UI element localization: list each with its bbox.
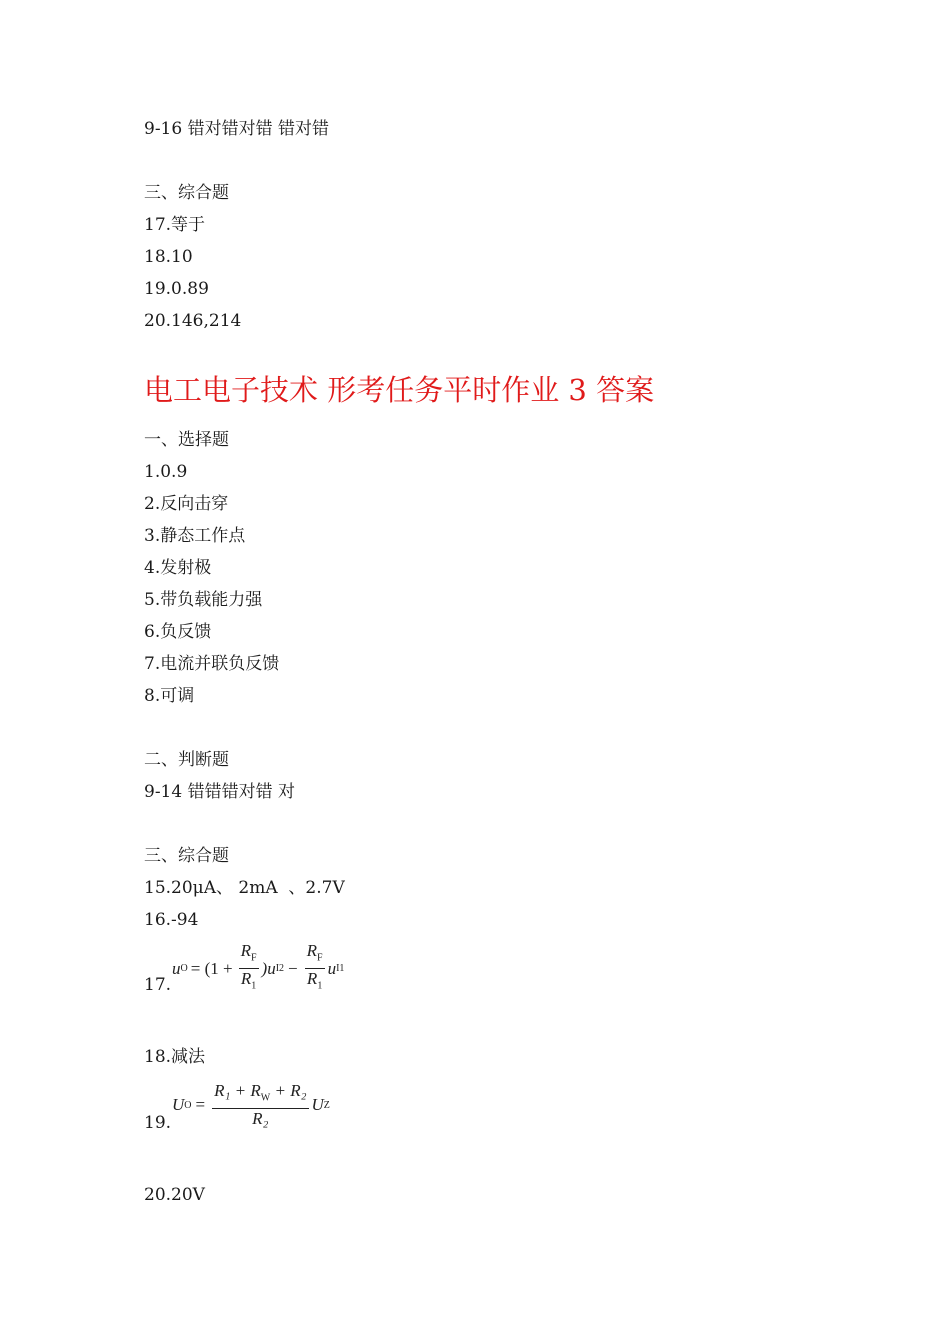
section-heading-comprehensive-2: 三、综合题 [144,846,229,866]
choice-answer-1: 1.0.9 [144,462,188,482]
choice-answer-8: 8.可调 [144,686,195,706]
choice-answer-2: 2.反向击穿 [144,494,229,514]
section-heading-comprehensive: 三、综合题 [144,183,229,203]
choice-answer-7: 7.电流并联负反馈 [144,654,280,674]
answer-20: 20.146,214 [144,311,242,331]
answer-18: 18.10 [144,247,193,267]
answer-20-b: 20.20V [144,1185,205,1205]
judgment-answers-9-16: 9-16 错对错对错 错对错 [144,119,329,139]
formula-19: U O = $\frac{R_1 + R_W + R_2}{\text{R₂}}$ U Z [172,1081,330,1129]
answer-18-b: 18.减法 [144,1047,206,1067]
choice-answer-3: 3.静态工作点 [144,526,246,546]
judgment-answers-9-14: 9-14 错错错对错 对 [144,782,295,802]
answer-19: 19.0.89 [144,279,209,299]
answer-17-label: 17. [144,975,172,995]
document-title: 电工电子技术 形考任务平时作业 3 答案 [144,373,655,407]
answer-16: 16.-94 [144,910,199,930]
answer-19-label: 19. [144,1113,172,1133]
choice-answer-5: 5.带负载能力强 [144,590,263,610]
answer-17: 17.等于 [144,215,206,235]
choice-answer-6: 6.负反馈 [144,622,212,642]
choice-answer-4: 4.发射极 [144,558,212,578]
answer-15: 15.20μA、 2mA 、2.7V [144,878,345,898]
formula-17: u O = (1 + $\frac{R_F}{R_1}$ )u I2 − $\frac{R_F}{R_1}$ u I1 [172,941,345,992]
section-heading-judgment: 二、判断题 [144,750,229,770]
section-heading-choice: 一、选择题 [144,430,229,450]
